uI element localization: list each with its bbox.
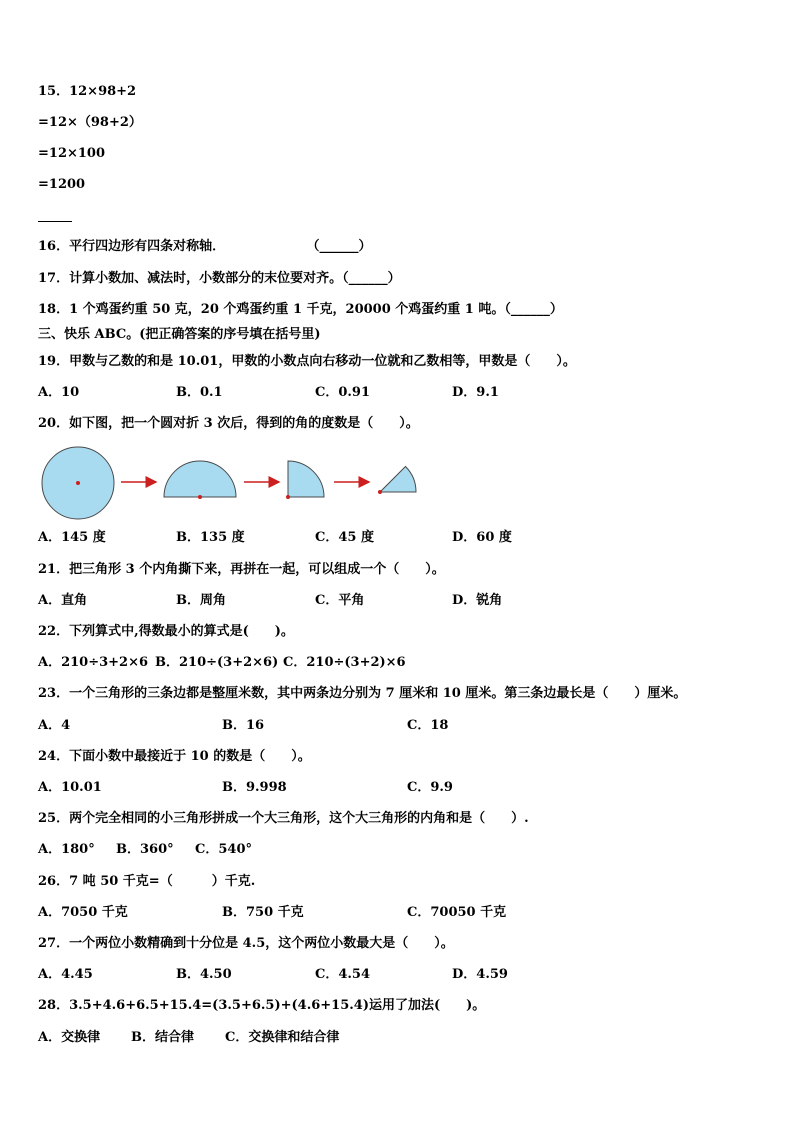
q28-option-b: B．结合律 <box>131 1030 194 1045</box>
question-20-stem: 20．如下图，把一个圆对折 3 次后，得到的角的度数是（ ）。 <box>38 416 419 431</box>
q19-option-d: D．9.1 <box>452 385 499 400</box>
q26-option-b: B．750 千克 <box>222 905 304 920</box>
q21-option-a: A．直角 <box>38 593 88 608</box>
q21-option-d: D．锐角 <box>452 593 503 608</box>
q27-option-a: A．4.45 <box>38 967 93 982</box>
q19-option-a: A．10 <box>38 385 80 400</box>
q28-option-c: C．交换律和结合律 <box>225 1030 340 1045</box>
q19-option-b: B．0.1 <box>176 385 223 400</box>
question-24-stem: 24．下面小数中最接近于 10 的数是（ ）。 <box>38 749 311 764</box>
question-18: 18．1 个鸡蛋约重 50 克，20 个鸡蛋约重 1 千克，20000 个鸡蛋约重 1 吨。（______） <box>38 302 563 317</box>
q23-option-a: A．4 <box>38 718 71 733</box>
q23-option-b: B．16 <box>222 718 265 733</box>
q22-option-b: B．210÷(3+2×6) <box>155 655 279 670</box>
question-28-stem: 28．3.5+4.6+6.5+15.4=(3.5+6.5)+(4.6+15.4)运用了加法( )。 <box>38 998 486 1013</box>
q27-option-b: B．4.50 <box>176 967 232 982</box>
question-26-stem: 26．7 吨 50 千克=（ ）千克. <box>38 874 256 889</box>
quarter-circle-shape <box>286 461 324 499</box>
q25-option-a: A．180° <box>38 842 95 857</box>
q20-option-b: B．135 度 <box>176 530 245 545</box>
section-heading: 三、快乐 ABC。(把正确答案的序号填在括号里) <box>38 327 321 342</box>
circle-folding-figure <box>38 446 428 526</box>
q19-option-c: C．0.91 <box>315 385 371 400</box>
q26-option-c: C．70050 千克 <box>407 905 507 920</box>
q20-option-a: A．145 度 <box>38 530 106 545</box>
full-circle-shape <box>42 447 114 519</box>
q22-option-c: C．210÷(3+2)×6 <box>283 655 406 670</box>
question-27-stem: 27．一个两位小数精确到十分位是 4.5，这个两位小数最大是（ ）。 <box>38 936 454 951</box>
q15-line1: 15．12×98+2 <box>38 84 137 99</box>
semicircle-shape <box>164 461 236 499</box>
q24-option-a: A．10.01 <box>38 780 102 795</box>
answer-blank-line <box>38 221 72 222</box>
q21-option-c: C．平角 <box>315 593 365 608</box>
q26-option-a: A．7050 千克 <box>38 905 128 920</box>
q22-option-a: A．210÷3+2×6 <box>38 655 149 670</box>
question-25-stem: 25．两个完全相同的小三角形拼成一个大三角形，这个大三角形的内角和是（ ）. <box>38 811 529 826</box>
q20-option-d: D．60 度 <box>452 530 512 545</box>
eighth-circle-shape <box>378 467 416 495</box>
q24-option-b: B．9.998 <box>222 780 287 795</box>
question-17: 17．计算小数加、减法时，小数部分的末位要对齐。（______） <box>38 271 401 286</box>
q21-option-b: B．周角 <box>176 593 226 608</box>
q25-option-b: B．360° <box>116 842 174 857</box>
q20-option-c: C．45 度 <box>315 530 374 545</box>
q28-option-a: A．交换律 <box>38 1030 101 1045</box>
q15-line3: =12×100 <box>38 146 106 161</box>
q23-option-c: C．18 <box>407 718 449 733</box>
q27-option-c: C．4.54 <box>315 967 371 982</box>
q15-line4: =1200 <box>38 177 86 192</box>
question-22-stem: 22．下列算式中,得数最小的算式是( )。 <box>38 624 294 639</box>
q15-line2: =12×（98+2） <box>38 115 142 130</box>
question-21-stem: 21．把三角形 3 个内角撕下来，再拼在一起，可以组成一个（ ）。 <box>38 562 445 577</box>
q24-option-c: C．9.9 <box>407 780 453 795</box>
q25-option-c: C．540° <box>195 842 252 857</box>
q27-option-d: D．4.59 <box>452 967 508 982</box>
question-23-stem: 23．一个三角形的三条边都是整厘米数，其中两条边分别为 7 厘米和 10 厘米。第三条边最长是（ ）厘米。 <box>38 686 687 701</box>
question-19-stem: 19．甲数与乙数的和是 10.01，甲数的小数点向右移动一位就和乙数相等，甲数是（ ）。 <box>38 354 576 369</box>
question-16: 16．平行四边形有四条对称轴． （______） <box>38 239 372 254</box>
